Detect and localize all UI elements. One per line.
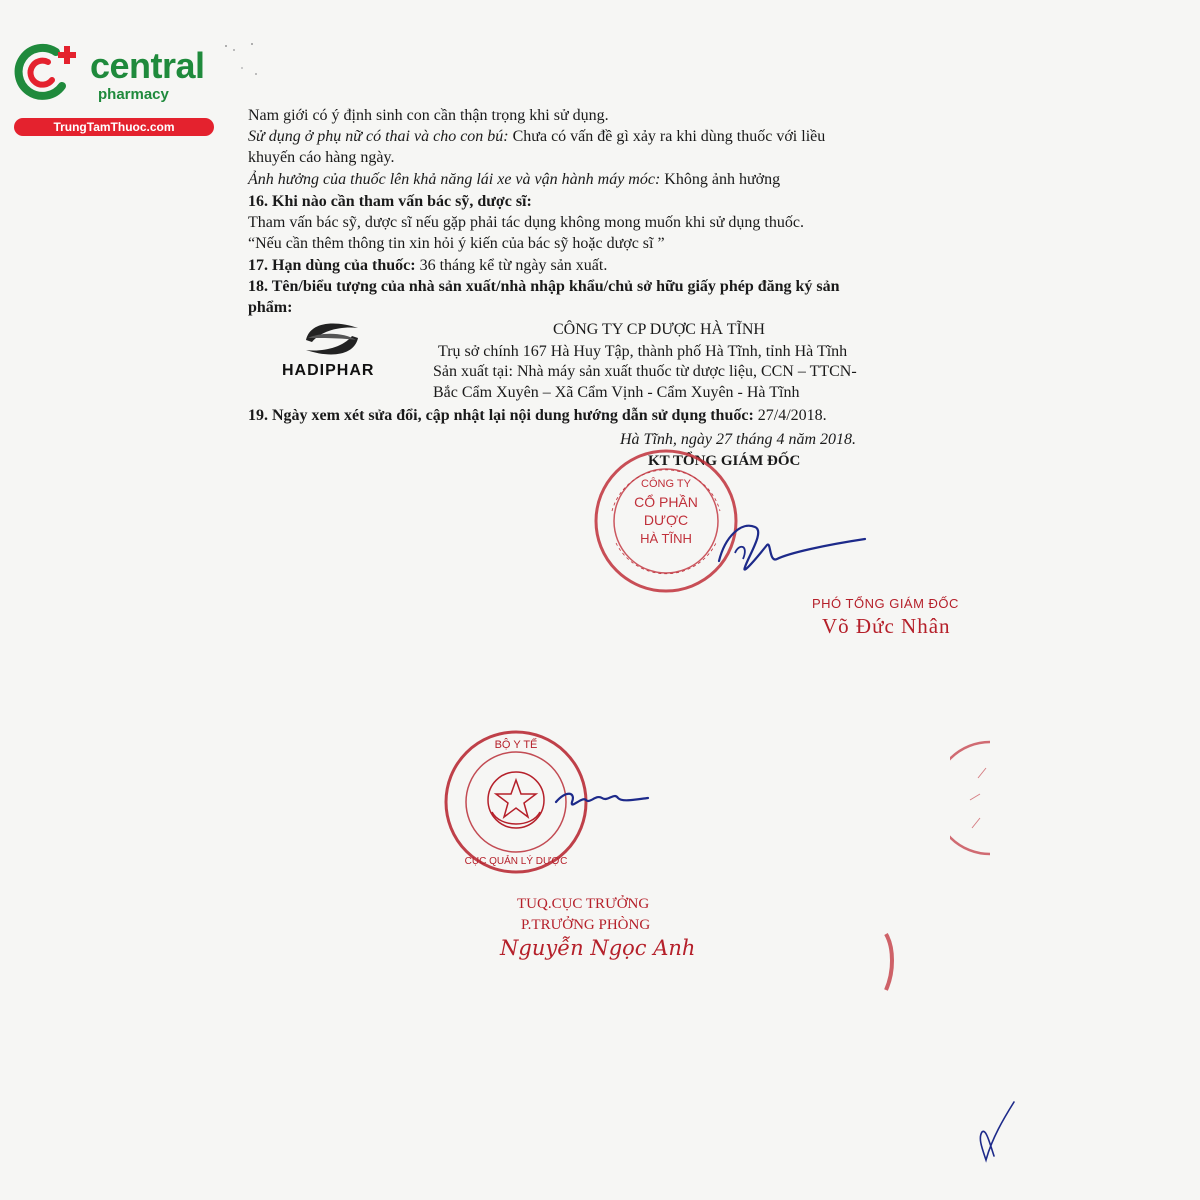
italic-label: Sử dụng ở phụ nữ có thai và cho con bú: bbox=[248, 128, 509, 145]
text-span: Chưa có vấn đề gì xảy ra khi dùng thuốc với liều bbox=[508, 128, 826, 145]
stamp-line: HÀ TĨNH bbox=[640, 531, 692, 546]
brand-subtitle: pharmacy bbox=[98, 86, 169, 103]
section-heading-17 bbox=[248, 256, 607, 276]
section-heading-19 bbox=[248, 406, 827, 426]
text-line: “Nếu cần thêm thông tin xin hỏi ý kiến của bác sỹ hoặc dược sĩ ” bbox=[248, 235, 665, 252]
heading-label: 19. Ngày xem xét sửa đổi, cập nhật lại nội dung hướng dẫn sử dụng thuốc: bbox=[248, 407, 754, 424]
manufacturer-production: Sản xuất tại: Nhà máy sản xuất thuốc từ dược liệu, CCN – TTCN- bbox=[433, 363, 857, 380]
text-line: Tham vấn bác sỹ, dược sĩ nếu gặp phải tác dụng không mong muốn khi sử dụng thuốc. bbox=[248, 214, 804, 231]
stamp-ring-bottom: CỤC QUẢN LÝ DƯỢC bbox=[464, 856, 568, 867]
hadiphar-logo-text: HADIPHAR bbox=[282, 362, 375, 379]
central-pharmacy-logo[interactable] bbox=[8, 38, 213, 138]
brand-name: central bbox=[90, 45, 205, 86]
ministry-signature bbox=[552, 784, 652, 820]
place-date: Hà Tĩnh, ngày 27 tháng 4 năm 2018. bbox=[620, 431, 856, 448]
stamp-ring-top: BỘ Y TẾ bbox=[494, 739, 538, 751]
national-emblem-icon bbox=[488, 772, 544, 828]
ministry-title-2: P.TRƯỞNG PHÒNG bbox=[521, 917, 651, 933]
ministry-signer-name: Nguyễn Ngọc Anh bbox=[500, 936, 696, 960]
stamp-line: CỔ PHẦN bbox=[634, 494, 698, 510]
text-line: Nam giới có ý định sinh con cần thận trọng khi sử dụng. bbox=[248, 107, 609, 124]
section-heading-16: 16. Khi nào cần tham vấn bác sỹ, dược sĩ: bbox=[248, 193, 532, 210]
text-line bbox=[248, 127, 825, 147]
manufacturer-hq: Trụ sở chính 167 Hà Huy Tập, thành phố Hà Tĩnh, tỉnh Hà Tĩnh bbox=[438, 343, 848, 360]
deputy-title: PHÓ TỔNG GIÁM ĐỐC bbox=[812, 596, 959, 611]
partial-stamp-right bbox=[950, 738, 990, 858]
brand-url[interactable]: TrungTamThuoc.com bbox=[14, 118, 214, 136]
ministry-title-1: TUQ.CỤC TRƯỞNG bbox=[517, 896, 650, 912]
heading-label: 17. Hạn dùng của thuốc: bbox=[248, 257, 416, 274]
director-title: TỔNG GIÁM ĐỐC bbox=[672, 453, 801, 469]
scan-specks bbox=[222, 40, 262, 80]
section-heading-18: 18. Tên/biểu tượng của nhà sản xuất/nhà nhập khẩu/chủ sở hữu giấy phép đăng ký sản bbox=[248, 278, 840, 295]
kt-label: KT bbox=[648, 453, 670, 469]
initial-mark bbox=[970, 1098, 1018, 1166]
stamp-line: DƯỢC bbox=[643, 512, 689, 528]
text-span: 27/4/2018. bbox=[753, 407, 827, 424]
text-line: khuyến cáo hàng ngày. bbox=[248, 149, 395, 166]
italic-label: Ảnh hưởng của thuốc lên khả năng lái xe và vận hành máy móc: bbox=[248, 171, 661, 188]
stamp-line: CÔNG TY bbox=[641, 478, 691, 490]
manufacturer-name: CÔNG TY CP DƯỢC HÀ TĨNH bbox=[553, 321, 765, 338]
central-pharmacy-mark-icon bbox=[12, 40, 86, 106]
deputy-name: Võ Đức Nhân bbox=[822, 614, 951, 638]
text-span: Không ảnh hưởng bbox=[660, 171, 781, 188]
manufacturer-production-cont: Bắc Cẩm Xuyên – Xã Cẩm Vịnh - Cẩm Xuyên - Hà Tĩnh bbox=[433, 384, 800, 401]
director-signature bbox=[705, 515, 870, 580]
section-heading-18-cont: phẩm: bbox=[248, 299, 293, 316]
text-line bbox=[248, 170, 780, 190]
partial-stamp-mark bbox=[878, 932, 898, 992]
text-span: 36 tháng kể từ ngày sản xuất. bbox=[415, 257, 608, 274]
hadiphar-logo-icon bbox=[300, 318, 364, 360]
